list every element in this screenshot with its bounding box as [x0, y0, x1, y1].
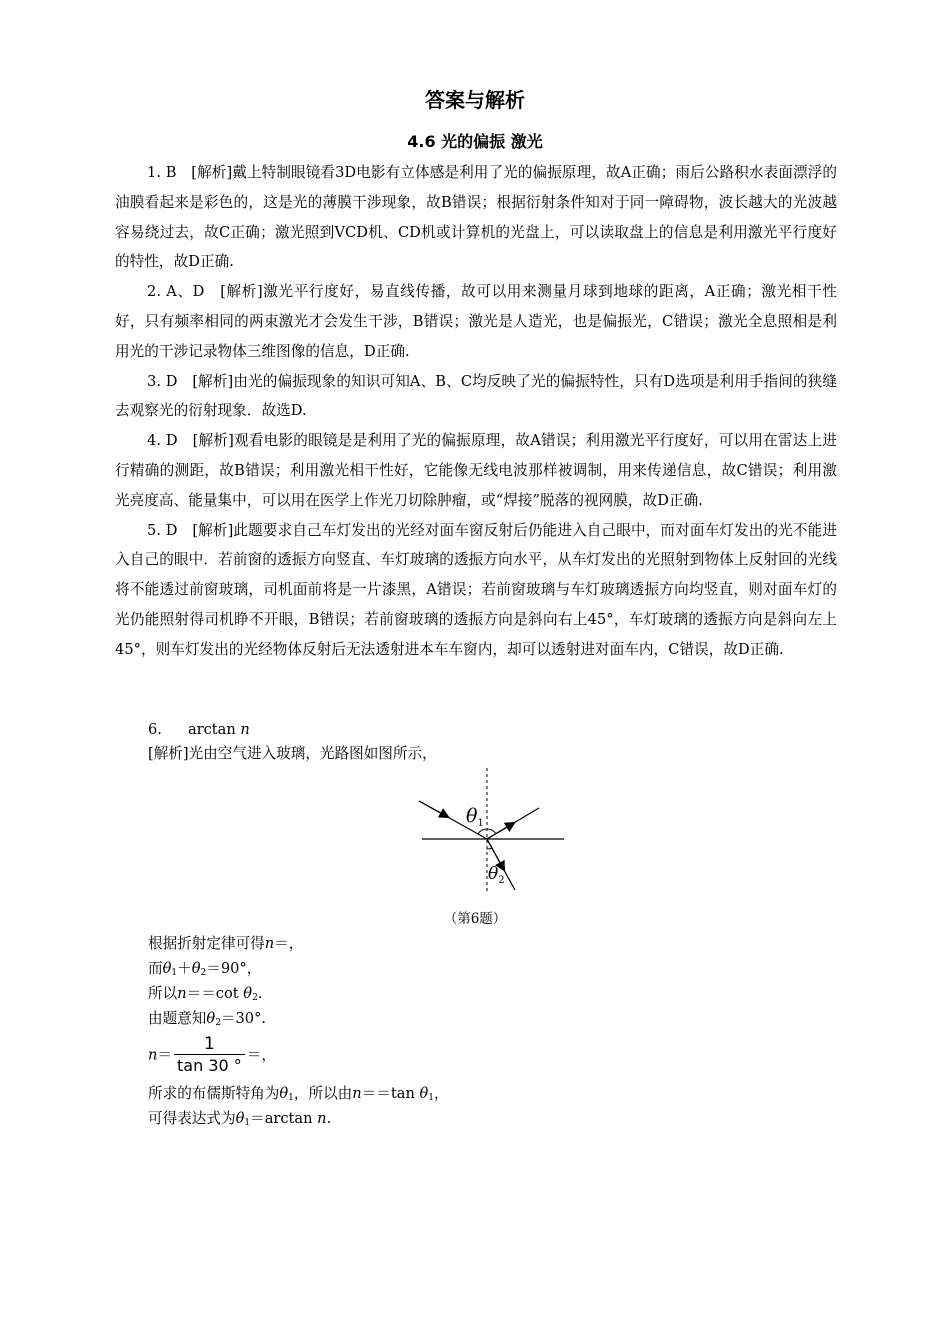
var-theta: θ [191, 960, 201, 977]
fraction-denominator: tan 30 ° [177, 1056, 242, 1075]
text: ＋ [177, 960, 192, 977]
answer-5: 5. D [解析]此题要求自己车灯发出的光经对面车窗反射后仍能进入自己眼中，而对面车灯发出的光不能进入自己的眼中．若前窗的透振方向竖直、车灯玻璃的透振方向水平，从车灯发出的光照射到物体上反射回的光线将不能透过前窗玻璃，司机面前将是一片漆黑，A错误；若前窗玻璃与车灯玻璃透振方向均竖直，则对面车灯的光仍能照射得司机睁不开眼，B错误；若前窗玻璃的透振方向是斜向右上45°，车灯玻璃的透振方向是斜向左上45°，则车灯发出的光经物体反射后无法透射进本车车窗内，却可以透射进对面车内，C错误，故D正确. [115, 521, 837, 658]
text: ＝＝tan [361, 1085, 420, 1102]
subscript: 1 [428, 1093, 435, 1103]
subscript: 1 [288, 1093, 294, 1103]
angle-arc-theta2 [487, 848, 492, 849]
var-theta: θ [206, 1010, 216, 1027]
var-n: n [264, 935, 275, 952]
answer-6-prefix: arctan [187, 721, 241, 738]
subscript: 1 [244, 1118, 251, 1128]
incident-ray-arrow [419, 801, 448, 817]
derivation-line-3 [148, 982, 262, 1006]
subscript: 1 [171, 968, 178, 978]
var-theta: θ [419, 1085, 429, 1102]
subscript: 2 [252, 993, 258, 1003]
answer-list [115, 158, 837, 665]
fraction-numerator: 1 [174, 1034, 245, 1055]
derivation-line-4 [148, 1007, 266, 1031]
text: ＝arctan [250, 1110, 318, 1127]
text: ，所以由 [293, 1085, 353, 1102]
light-path-diagram [418, 766, 568, 896]
text: ＝ [157, 1046, 173, 1064]
text: . [257, 985, 263, 1002]
answer-6-heading [148, 718, 250, 742]
var-n: n [177, 985, 187, 1002]
answer-2: 2. A、D [解析]激光平行度好，易直线传播，故可以用来测量月球到地球的距离，A正确；激光相干性好，只有频率相同的两束激光才会发生干涉，B错误；激光是人造光，也是偏振光，C错误；激光全息照相是利用光的干涉记录物体三维图像的信息，D正确. [115, 283, 837, 360]
derivation-line-7 [148, 1107, 331, 1131]
theta2-label: $\theta_2$ [488, 864, 505, 886]
text: 所以 [148, 985, 178, 1002]
var-n: n [352, 1085, 362, 1102]
text: 由题意知 [148, 1010, 207, 1027]
theta1-label: $\theta_1$ [466, 805, 484, 829]
derivation-line-1 [148, 932, 303, 956]
answer-1: 1. B [解析]戴上特制眼镜看3D电影有立体感是利用了光的偏振原理，故A正确；雨后公路积水表面漂浮的油膜看起来是彩色的，这是光的薄膜干涉现象，故B错误；根据衍射条件知对于同一障碍物，波长越大的光波越容易绕过去，故C正确；激光照到VCD机、CD机或计算机的光盘上，可以读取盘上的信息是利用激光平行度好的特性，故D正确. [115, 164, 837, 271]
answer-6-var: n [240, 721, 250, 738]
subscript: 2 [215, 1018, 221, 1028]
var-theta: θ [243, 985, 253, 1002]
angle-arc-reflect [487, 829, 496, 834]
var-n: n [317, 1110, 327, 1127]
text: 而 [148, 960, 163, 977]
answer-3: 3. D [解析]由光的偏振现象的知识可知A、B、C均反映了光的偏振特性，只有D选项是利用手指间的狭缝去观察光的衍射现象．故选D. [115, 372, 837, 420]
section-title: 4.6 光的偏振 激光 [407, 132, 543, 151]
derivation-line-2 [148, 957, 261, 981]
text: 可得表达式为 [148, 1110, 236, 1127]
answer-6-number: 6. [148, 721, 162, 738]
text: ＝90°， [206, 960, 262, 977]
reflected-ray-arrow [487, 823, 514, 839]
text: ， [434, 1085, 449, 1102]
var-theta: θ [279, 1085, 289, 1102]
angle-arc-theta1 [478, 829, 487, 834]
text: 根据折射定律可得 [148, 935, 265, 952]
text: 所求的布儒斯特角为 [148, 1085, 280, 1102]
text: ＝， [246, 1046, 276, 1064]
answer-6-analysis-intro: [解析]光由空气进入玻璃，光路图如图所示， [148, 745, 437, 762]
var-n: n [148, 1046, 158, 1064]
subscript: 2 [200, 968, 207, 978]
figure-caption: （第6题） [443, 911, 507, 927]
derivation-line-6 [148, 1082, 449, 1106]
text: . [326, 1110, 332, 1127]
text: ＝＝cot [186, 985, 244, 1002]
fraction [174, 1034, 245, 1077]
var-theta: θ [235, 1110, 245, 1127]
answer-4: 4. D [解析]观看电影的眼镜是是利用了光的偏振原理，故A错误；利用激光平行度好，可以用在雷达上进行精确的测距，故B错误；利用激光相干性好，它能像无线电波那样被调制，用来传递信息，故C错误；利用激光亮度高、能量集中，可以用在医学上作光刀切除肿瘤，或“焊接”脱落的视网膜，故D正确. [115, 432, 837, 509]
text: ＝30°. [220, 1010, 267, 1027]
answer-6-value [188, 721, 250, 738]
derivation-line-5 [148, 1034, 276, 1077]
var-theta: θ [162, 960, 172, 977]
page-title: 答案与解析 [425, 88, 525, 112]
text: ＝， [274, 935, 304, 952]
